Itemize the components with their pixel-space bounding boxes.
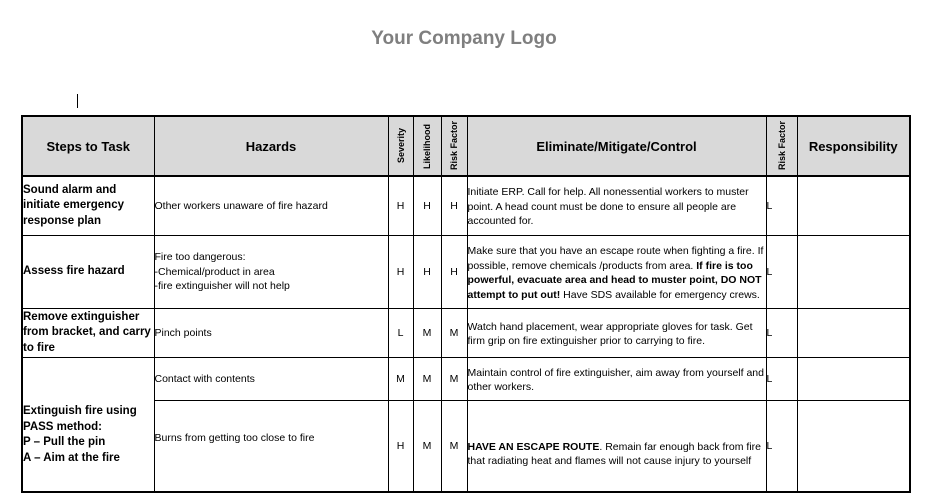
control-text: . Remain far enough back from fire that radiating heat and flames will not cause injury to yourself bbox=[467, 440, 762, 467]
hazard-line: -Chemical/product in area bbox=[154, 265, 275, 278]
control-text: Make sure that you have an escape route when fighting a fire. If possible, remove chemicals /products from area. bbox=[467, 245, 764, 272]
table-row bbox=[22, 358, 910, 401]
hazard-line: Burns from getting too close to fire bbox=[154, 432, 315, 444]
company-logo-placeholder: Your Company Logo bbox=[371, 28, 557, 49]
responsibility-cell[interactable] bbox=[797, 236, 910, 309]
risk-factor-cell[interactable]: H bbox=[441, 176, 467, 236]
control-cell[interactable] bbox=[467, 358, 766, 401]
control-text-bold: HAVE AN ESCAPE ROUTE bbox=[467, 440, 600, 453]
responsibility-cell[interactable] bbox=[797, 309, 910, 358]
control-cell[interactable] bbox=[467, 309, 766, 358]
step-cell[interactable]: Assess fire hazard bbox=[22, 236, 154, 309]
control-cell[interactable] bbox=[467, 176, 766, 236]
step-cell[interactable] bbox=[22, 358, 154, 493]
severity-cell[interactable]: H bbox=[388, 176, 413, 236]
header-risk-factor: Risk Factor bbox=[449, 121, 459, 171]
header-risk-factor-after-cell bbox=[766, 116, 797, 176]
control-cell[interactable] bbox=[467, 401, 766, 493]
hazard-cell[interactable] bbox=[154, 309, 388, 358]
hazard-line: Fire too dangerous: bbox=[154, 251, 246, 264]
header-severity: Severity bbox=[395, 128, 406, 164]
step-line: Extinguish fire using PASS method: bbox=[23, 405, 137, 433]
risk-factor-after-cell[interactable]: L bbox=[766, 358, 797, 401]
severity-cell[interactable]: M bbox=[388, 358, 413, 401]
control-text: Watch hand placement, wear appropriate gloves for task. Get firm grip on fire extinguisher prior to carrying to fire. bbox=[467, 320, 753, 347]
likelihood-cell[interactable]: H bbox=[413, 236, 441, 309]
header-steps: Steps to Task bbox=[22, 116, 154, 176]
table-row bbox=[22, 176, 910, 236]
likelihood-cell[interactable]: H bbox=[413, 176, 441, 236]
risk-factor-cell[interactable]: M bbox=[441, 401, 467, 493]
responsibility-cell[interactable] bbox=[797, 358, 910, 401]
header-hazards: Hazards bbox=[154, 116, 388, 176]
header-row bbox=[22, 116, 910, 176]
header-risk-factor-after: Risk Factor bbox=[776, 121, 787, 171]
likelihood-cell[interactable]: M bbox=[413, 309, 441, 358]
hazard-cell[interactable] bbox=[154, 358, 388, 401]
severity-cell[interactable]: H bbox=[388, 236, 413, 309]
header-risk-factor-cell bbox=[441, 116, 467, 176]
hazard-line: Pinch points bbox=[154, 326, 212, 339]
table-row bbox=[22, 236, 910, 309]
hazard-line: -fire extinguisher will not help bbox=[154, 280, 290, 293]
control-text: Have SDS available for emergency crews. bbox=[560, 288, 760, 301]
hazard-cell[interactable] bbox=[154, 176, 388, 236]
control-cell[interactable] bbox=[467, 236, 766, 309]
control-text: Maintain control of fire extinguisher, aim away from yourself and other workers. bbox=[467, 366, 764, 393]
hazard-cell[interactable] bbox=[154, 401, 388, 493]
table-row bbox=[22, 309, 910, 358]
likelihood-cell[interactable]: M bbox=[413, 358, 441, 401]
step-line: P – Pull the pin bbox=[23, 436, 106, 448]
likelihood-cell[interactable]: M bbox=[413, 401, 441, 493]
hazard-line: Contact with contents bbox=[154, 372, 255, 385]
severity-cell[interactable]: H bbox=[388, 401, 413, 493]
control-text: Initiate ERP. Call for help. All nonessential workers to muster point. A head count must be done to ensure all people are accounted for. bbox=[467, 186, 749, 228]
header-likelihood: Likelihood bbox=[422, 123, 432, 169]
responsibility-cell[interactable] bbox=[797, 176, 910, 236]
control-text-bold: If fire is too powerful, evacuate area and head to muster point, DO NOT attempt to put out! bbox=[467, 259, 762, 301]
risk-factor-after-cell[interactable]: L bbox=[766, 236, 797, 309]
risk-factor-after-cell[interactable]: L bbox=[766, 309, 797, 358]
severity-cell[interactable]: L bbox=[388, 309, 413, 358]
risk-factor-cell[interactable]: M bbox=[441, 358, 467, 401]
responsibility-cell[interactable] bbox=[797, 401, 910, 493]
header-likelihood-cell bbox=[413, 116, 441, 176]
text-cursor bbox=[77, 94, 78, 108]
risk-factor-after-cell[interactable]: L bbox=[766, 401, 797, 493]
header-severity-cell bbox=[388, 116, 413, 176]
hazard-cell[interactable] bbox=[154, 236, 388, 309]
header-responsibility: Responsibility bbox=[797, 116, 910, 176]
step-cell[interactable]: Sound alarm and initiate emergency response plan bbox=[22, 176, 154, 236]
risk-factor-cell[interactable]: H bbox=[441, 236, 467, 309]
step-cell[interactable]: Remove extinguisher from bracket, and carry to fire bbox=[22, 309, 154, 358]
header-control: Eliminate/Mitigate/Control bbox=[467, 116, 766, 176]
job-hazard-analysis-table bbox=[21, 115, 911, 493]
table-row bbox=[22, 401, 910, 493]
hazard-line: Other workers unaware of fire hazard bbox=[154, 199, 328, 212]
risk-factor-after-cell[interactable]: L bbox=[766, 176, 797, 236]
step-line: A – Aim at the fire bbox=[23, 451, 120, 464]
risk-factor-cell[interactable]: M bbox=[441, 309, 467, 358]
